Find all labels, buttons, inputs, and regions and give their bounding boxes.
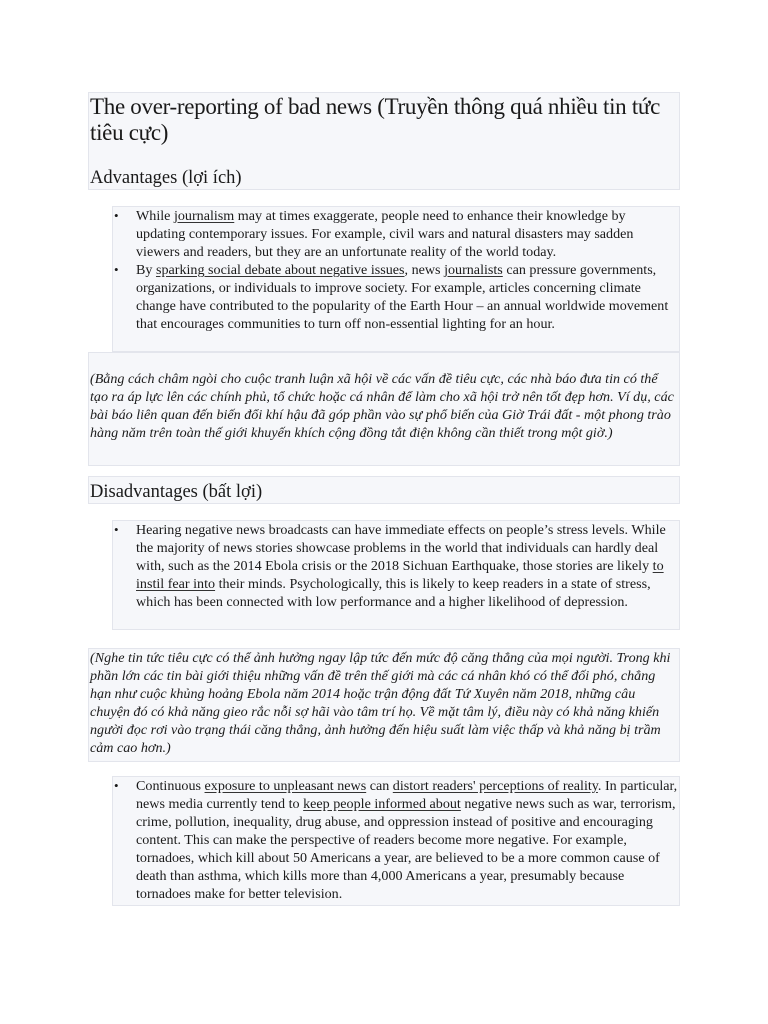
- advantages-heading: Advantages (lợi ích): [90, 168, 242, 188]
- page-title: The over-reporting of bad news (Truyền thông quá nhiều tin tức tiêu cực): [90, 94, 660, 145]
- advantages-translation: (Bằng cách châm ngòi cho cuộc tranh luận xã hội về các vấn đề tiêu cực, các nhà báo đưa tin có thể tạo ra áp lực lên các chính phủ, tổ chức hoặc cá nhân để làm cho xã hội trở nên tốt đẹp hơn. Ví dụ, các bài báo liên quan đến biến đổi khí hậu đã góp phần vào sự phổ biến của Giờ Trái đất - một phong trào hàng năm trên toàn thế giới khuyến khích cộng đồng tắt điện không cần thiết trong một giờ.): [90, 371, 674, 441]
- list-item: • By sparking social debate about negative issues, news journalists can pressure governments, organizations, or individuals to improve society. For example, articles concerning climate change have contributed to the popularity of the Earth Hour – an annual worldwide movement that encourages communities to turn off non-essential lighting for an hour.: [136, 261, 678, 333]
- underlined-term: to instil fear into: [136, 558, 664, 592]
- disadvantages-heading: Disadvantages (bất lợi): [90, 482, 263, 502]
- disadvantages-translation: (Nghe tin tức tiêu cực có thể ảnh hưởng ngay lập tức đến mức độ căng thẳng của mọi người. Trong khi phần lớn các tin bài giới thiệu những vấn đề trên thế giới mà các cá nhân khó có thể đối phó, chẳng hạn như cuộc khủng hoảng Ebola năm 2014 hoặc trận động đất Tứ Xuyên năm 2018, những câu chuyện đó có khả năng gieo rắc nỗi sợ hãi vào tâm trí họ. Về mặt tâm lý, điều này có khả năng khiến người đọc rơi vào trạng thái căng thẳng, ảnh hưởng đến hiệu suất làm việc thấp và khả năng bị trầm cảm cao hơn.): [90, 650, 671, 756]
- underlined-term: exposure to unpleasant news: [204, 778, 367, 794]
- disadvantages-list-continued: [136, 777, 678, 903]
- underlined-term: distort readers' perceptions of reality: [392, 778, 598, 794]
- underlined-term: keep people informed about: [303, 796, 461, 812]
- underlined-term: journalists: [444, 262, 503, 278]
- underlined-term: journalism: [173, 208, 235, 224]
- underlined-term: sparking social debate about negative issues: [155, 262, 405, 278]
- disadvantages-list: [136, 521, 678, 611]
- list-item: • While journalism may at times exaggerate, people need to enhance their knowledge by updating contemporary issues. For example, civil wars and natural disasters may sadden viewers and readers, but they are an unfortunate reality of the world today.: [136, 207, 678, 261]
- advantages-list: [136, 207, 678, 333]
- list-item: • Continuous exposure to unpleasant news can distort readers' perceptions of reality. In particular, news media currently tend to keep people informed about negative news such as war, terrorism, crime, pollution, inequality, drug abuse, and oppression instead of positive and encouraging content. This can make the perspective of readers become more negative. For example, tornadoes, which kill about 50 Americans a year, are believed to be a more common cause of death than asthma, which kills more than 4,000 Americans a year, presumably because tornadoes make for better television.: [136, 777, 678, 903]
- list-item: • Hearing negative news broadcasts can have immediate effects on people’s stress levels. While the majority of news stories showcase problems in the world that individuals can hardly deal with, such as the 2014 Ebola crisis or the 2018 Sichuan Earthquake, those stories are likely to instil fear into their minds. Psychologically, this is likely to keep readers in a state of stress, which has been connected with low performance and a higher likelihood of depression.: [136, 521, 678, 611]
